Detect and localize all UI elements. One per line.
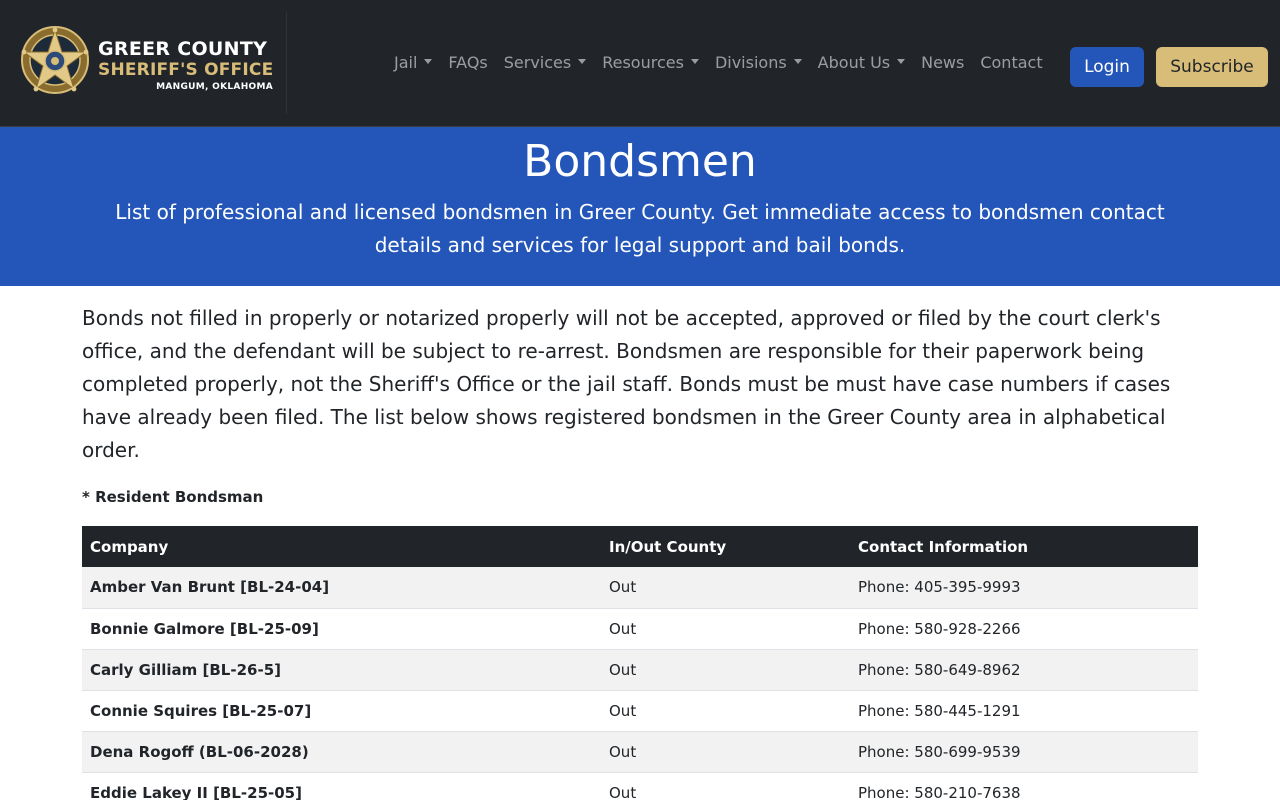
table-header-row bbox=[82, 526, 1198, 567]
nav-item-label: FAQs bbox=[448, 52, 488, 72]
main-content bbox=[82, 286, 1198, 800]
contact-cell: Phone: 580-210-7638 bbox=[850, 772, 1198, 800]
company-cell: Eddie Lakey II [BL-25-05] bbox=[82, 772, 601, 800]
nav-item-faqs[interactable] bbox=[440, 53, 495, 72]
nav-item-news[interactable] bbox=[913, 53, 972, 72]
column-header-company: Company bbox=[82, 526, 601, 567]
nav-item-about-us[interactable] bbox=[810, 53, 913, 72]
intro-paragraph: Bonds not filled in properly or notarized properly will not be accepted, approved or filed by the court clerk's office, and the defendant will be subject to re-arrest. Bondsmen are responsible for their paperwork being completed properly, not the Sheriff's Office or the jail staff. Bonds must be must have case numbers if cases have already been filed. The list below shows registered bondsmen in the Greer County area in alphabetical order. bbox=[82, 306, 1171, 462]
column-header-county: In/Out County bbox=[601, 526, 850, 567]
table-row bbox=[82, 690, 1198, 731]
nav-item-jail[interactable] bbox=[386, 53, 440, 72]
bondsmen-table bbox=[82, 526, 1198, 800]
contact-cell: Phone: 580-649-8962 bbox=[850, 649, 1198, 690]
nav-item-resources[interactable] bbox=[594, 53, 707, 72]
company-cell: Carly Gilliam [BL-26-5] bbox=[82, 649, 601, 690]
nav-item-label: About Us bbox=[817, 52, 891, 72]
county-cell: Out bbox=[601, 567, 850, 608]
company-cell: Dena Rogoff (BL-06-2028) bbox=[82, 731, 601, 772]
brand-line-county: GREER COUNTY bbox=[98, 38, 268, 60]
subscribe-button[interactable]: Subscribe bbox=[1156, 47, 1268, 87]
caret-down-icon bbox=[578, 59, 586, 64]
brand-line-office: SHERIFF'S OFFICE bbox=[98, 60, 274, 80]
contact-cell: Phone: 405-395-9993 bbox=[850, 567, 1198, 608]
page-title: Bondsmen bbox=[523, 136, 757, 187]
column-header-contact: Contact Information bbox=[850, 526, 1198, 567]
nav-item-services[interactable] bbox=[496, 53, 594, 72]
resident-bondsman-legend: * Resident Bondsman bbox=[82, 488, 264, 506]
page-subtitle: List of professional and licensed bondsmen in Greer County. Get immediate access to bondsmen contact details and services for legal support and bail bonds. bbox=[115, 200, 1165, 257]
caret-down-icon bbox=[691, 59, 699, 64]
county-cell: Out bbox=[601, 690, 850, 731]
table-row bbox=[82, 731, 1198, 772]
sheriff-star-badge-icon bbox=[16, 24, 94, 96]
nav-item-label: Services bbox=[503, 52, 572, 72]
brand-text bbox=[98, 38, 288, 93]
caret-down-icon bbox=[424, 59, 432, 64]
nav-item-label: Contact bbox=[980, 52, 1043, 72]
county-cell: Out bbox=[601, 772, 850, 800]
contact-cell: Phone: 580-928-2266 bbox=[850, 608, 1198, 649]
top-navbar bbox=[0, 0, 1280, 127]
county-cell: Out bbox=[601, 608, 850, 649]
table-row bbox=[82, 649, 1198, 690]
brand-line-location: MANGUM, OKLAHOMA bbox=[156, 82, 273, 92]
nav-item-label: Divisions bbox=[714, 52, 787, 72]
nav-item-contact[interactable] bbox=[972, 53, 1050, 72]
contact-cell: Phone: 580-445-1291 bbox=[850, 690, 1198, 731]
nav-item-label: Jail bbox=[394, 52, 418, 72]
contact-cell: Phone: 580-699-9539 bbox=[850, 731, 1198, 772]
nav-item-label: Resources bbox=[602, 52, 684, 72]
main-nav bbox=[386, 50, 1051, 74]
table-row bbox=[82, 567, 1198, 608]
county-cell: Out bbox=[601, 731, 850, 772]
table-row bbox=[82, 608, 1198, 649]
company-cell: Amber Van Brunt [BL-24-04] bbox=[82, 567, 601, 608]
page-hero bbox=[0, 127, 1280, 286]
login-button[interactable]: Login bbox=[1070, 47, 1144, 87]
caret-down-icon bbox=[897, 59, 905, 64]
brand-logo-link[interactable] bbox=[16, 22, 286, 102]
table-row bbox=[82, 772, 1198, 800]
county-cell: Out bbox=[601, 649, 850, 690]
caret-down-icon bbox=[794, 59, 802, 64]
brand-divider bbox=[286, 12, 287, 114]
nav-item-label: News bbox=[921, 52, 965, 72]
company-cell: Connie Squires [BL-25-07] bbox=[82, 690, 601, 731]
nav-item-divisions[interactable] bbox=[707, 53, 810, 72]
company-cell: Bonnie Galmore [BL-25-09] bbox=[82, 608, 601, 649]
